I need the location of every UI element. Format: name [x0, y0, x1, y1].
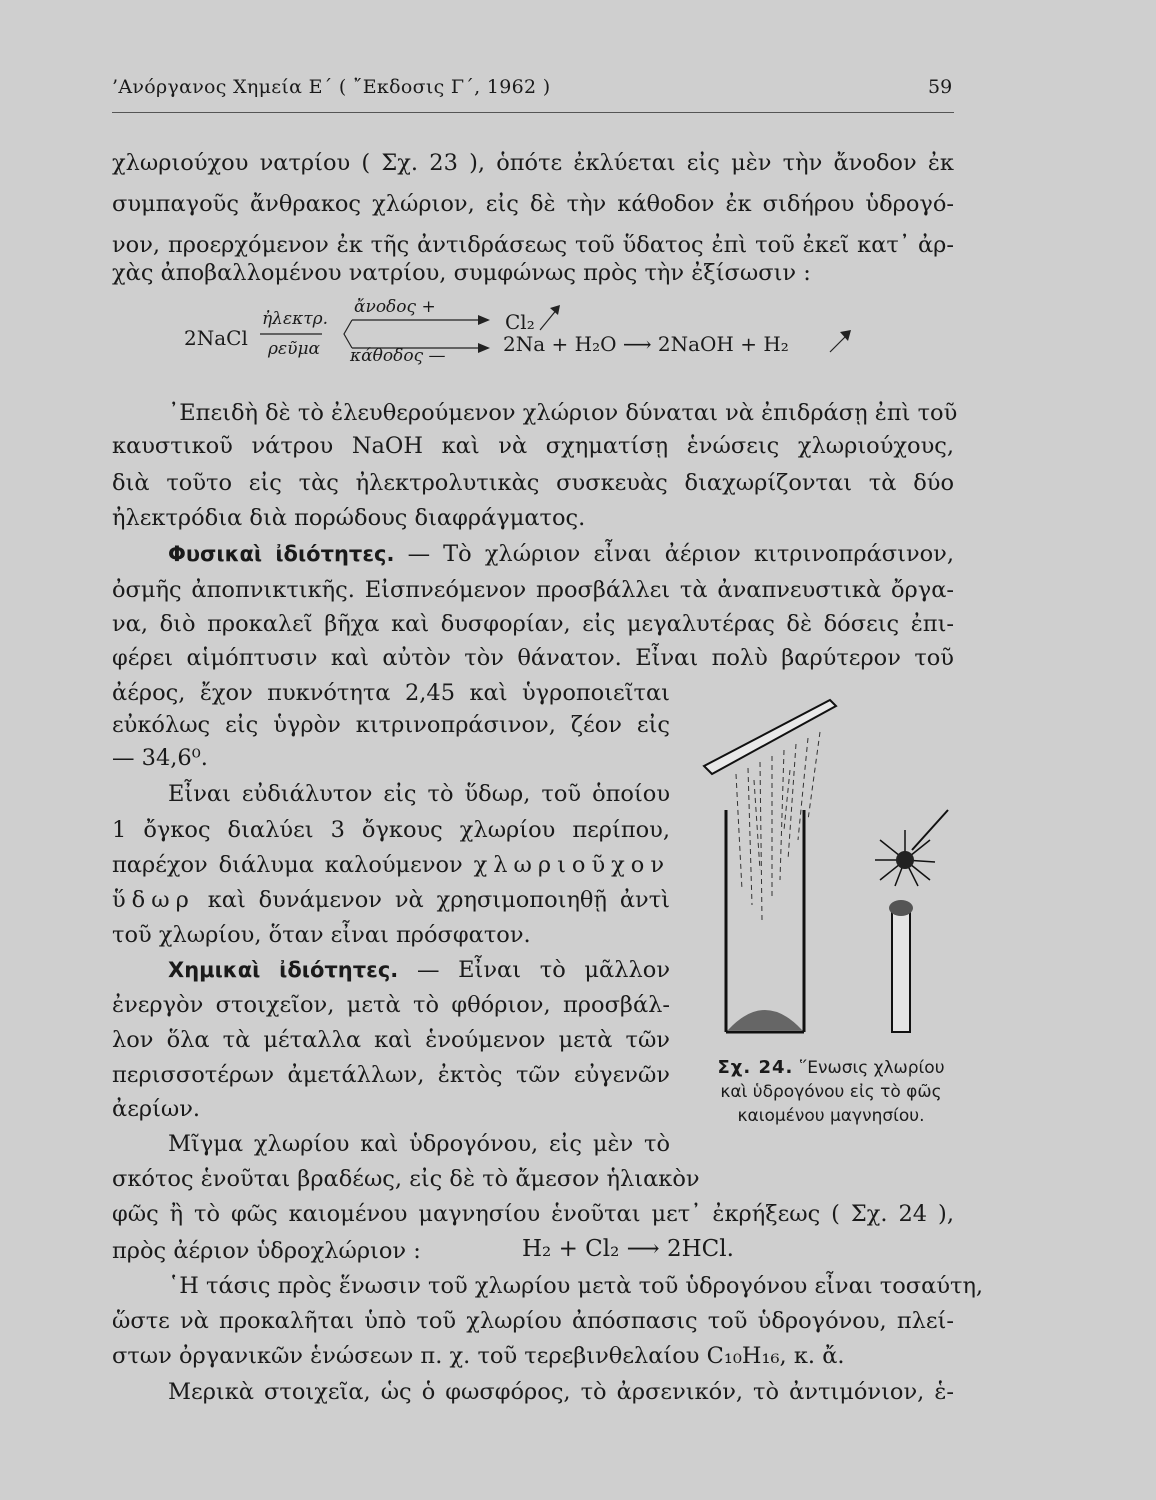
chemical-properties-first-line	[112, 955, 670, 985]
caption-label: Σχ. 24.	[717, 1057, 794, 1078]
page-number: 59	[928, 76, 953, 98]
light-rays	[736, 732, 820, 920]
text-span: καὶ δυνάμενον νὰ χρησιμοποιηθῇ ἀντὶ	[207, 887, 670, 913]
text-span: παρέχον διάλυμα καλούμενον	[112, 852, 463, 878]
text-line: — 34,6⁰.	[112, 745, 208, 771]
text-line: φῶς ἢ τὸ φῶς καιομένου μαγνησίου ἑνοῦται μετ᾽ ἐκρήξεως ( Σχ. 24 ),	[112, 1201, 954, 1227]
text-line: ἠλεκτρόδια διὰ πορώδους διαφράγματος.	[112, 505, 586, 531]
burner-tube	[889, 900, 913, 1032]
term-chlorine-water-2: ὕδωρ	[112, 887, 195, 913]
eq-anode-product: Cl₂	[505, 310, 535, 334]
text-line: στων ὀργανικῶν ἑνώσεων π. χ. τοῦ τερεβινθελαίου C₁₀H₁₆, κ. ἄ.	[112, 1343, 845, 1369]
eq-condition-bottom: ρεῦμα	[268, 339, 320, 359]
eq-anode-label: ἄνοδος +	[354, 297, 436, 317]
text-line: εὐκόλως εἰς ὑγρὸν κιτρινοπράσινον, ζέον εἰς	[112, 712, 670, 738]
text-line: πρὸς ἀέριον ὑδροχλώριον :	[112, 1238, 421, 1264]
text-line	[112, 850, 670, 880]
physical-properties-heading: Φυσικαὶ ἰδιότητες.	[168, 542, 395, 566]
text-line: λον ὅλα τὰ μέταλλα καὶ ἑνούμενον μετὰ τῶν	[112, 1027, 670, 1053]
text-line: Μερικὰ στοιχεῖα, ὡς ὁ φωσφόρος, τὸ ἀρσενικόν, τὸ ἀντιμόνιον, ἑ-	[168, 1379, 954, 1405]
text-line: χὰς ἀποβαλλομένου νατρίου, συμφώνως πρὸς τὴν ἐξίσωσιν :	[112, 260, 811, 286]
chemical-properties-heading: Χημικαὶ ἰδιότητες.	[168, 958, 399, 982]
text-line: 1 ὄγκος διαλύει 3 ὄγκους χλωρίου περίπου,	[112, 817, 670, 843]
physical-properties-first-line	[112, 539, 954, 569]
burning-magnesium	[875, 810, 948, 886]
figure-24-caption	[706, 1056, 956, 1128]
text-line: καυστικοῦ νάτρου NaOH καὶ νὰ σχηματίσῃ ἑνώσεις χλωριούχους,	[112, 433, 954, 459]
eq-cathode-products: 2Na + H₂O ⟶ 2NaOH + H₂	[503, 332, 789, 356]
gas-jar	[726, 810, 804, 1032]
text-line: φέρει αἱμόπτυσιν καὶ αὐτὸν τὸν θάνατον. Εἶναι πολὺ βαρύτερον τοῦ	[112, 645, 954, 671]
text-line: χλωριούχου νατρίου ( Σχ. 23 ), ὁπότε ἐκλύεται εἰς μὲν τὴν ἄνοδον ἐκ	[112, 150, 954, 176]
text-line: ὀσμῆς ἀποπνικτικῆς. Εἰσπνεόμενον προσβάλλει τὰ ἀναπνευστικὰ ὄργα-	[112, 577, 954, 603]
text-line: νον, προερχόμενον ἐκ τῆς ἀντιδράσεως τοῦ ὕδατος ἐπὶ τοῦ ἐκεῖ κατ᾽ ἀρ-	[112, 232, 954, 258]
hcl-equation: H₂ + Cl₂ ⟶ 2HCl.	[522, 1236, 734, 1262]
header-rule	[112, 112, 954, 113]
text-line: περισσοτέρων ἀμετάλλων, ἐκτὸς τῶν εὐγενῶν	[112, 1062, 670, 1088]
caption-text: ῞Ενωσις χλωρίου καὶ ὑδρογόνου εἰς τὸ φῶς καιομένου μαγνησίου.	[720, 1058, 945, 1126]
eq-reactant: 2NaCl	[184, 326, 248, 350]
text-line: ἀέρος, ἔχον πυκνότητα 2,45 καὶ ὑγροποιεῖται	[112, 680, 670, 706]
text-span: — Τὸ χλώριον εἶναι ἀέριον κιτρινοπράσινον,	[407, 541, 954, 567]
text-line: σκότος ἑνοῦται βραδέως, εἰς δὲ τὸ ἄμεσον ἡλιακὸν	[112, 1166, 700, 1192]
text-line: ἐνεργὸν στοιχεῖον, μετὰ τὸ φθόριον, προσβάλ-	[112, 992, 670, 1018]
running-header-title: ’Ανόργανος Χημεία Ε΄ ( ῎Εκδοσις Γ΄, 1962 )	[112, 76, 551, 98]
text-line: Εἶναι εὐδιάλυτον εἰς τὸ ὕδωρ, τοῦ ὁποίου	[168, 781, 670, 807]
text-line: ᾽Επειδὴ δὲ τὸ ἐλευθερούμενον χλώριον δύναται νὰ ἐπιδράσῃ ἐπὶ τοῦ	[168, 400, 958, 426]
text-line: να, διὸ προκαλεῖ βῆχα καὶ δυσφορίαν, εἰς μεγαλυτέρας δὲ δόσεις ἐπι-	[112, 611, 954, 637]
eq-condition-top: ἠλεκτρ.	[262, 309, 329, 329]
text-line: ὥστε νὰ προκαλῆται ὑπὸ τοῦ χλωρίου ἀπόσπασις τοῦ ὑδρογόνου, πλεί-	[112, 1308, 954, 1334]
text-span: — Εἶναι τὸ μᾶλλον	[416, 957, 670, 983]
figure-24-illustration	[690, 690, 960, 1040]
text-line: συμπαγοῦς ἄνθρακος χλώριον, εἰς δὲ τὴν κάθοδον ἐκ σιδήρου ὑδρογό-	[112, 191, 954, 217]
text-line: ῾Η τάσις πρὸς ἕνωσιν τοῦ χλωρίου μετὰ τοῦ ὑδρογόνου εἶναι τοσαύτη,	[168, 1273, 984, 1299]
text-line	[112, 885, 670, 915]
text-line: διὰ τοῦτο εἰς τὰς ἠλεκτρολυτικὰς συσκευὰς διαχωρίζονται τὰ δύο	[112, 470, 954, 496]
eq-cathode-label: κάθοδος —	[350, 346, 446, 366]
text-line: ἀερίων.	[112, 1096, 201, 1122]
text-line: τοῦ χλωρίου, ὅταν εἶναι πρόσφατον.	[112, 922, 531, 948]
term-chlorine-water-1: χλωριοῦχον	[473, 852, 670, 878]
eq-arrows	[250, 300, 870, 380]
text-line: Μῖγμα χλωρίου καὶ ὑδρογόνου, εἰς μὲν τὸ	[168, 1131, 670, 1157]
